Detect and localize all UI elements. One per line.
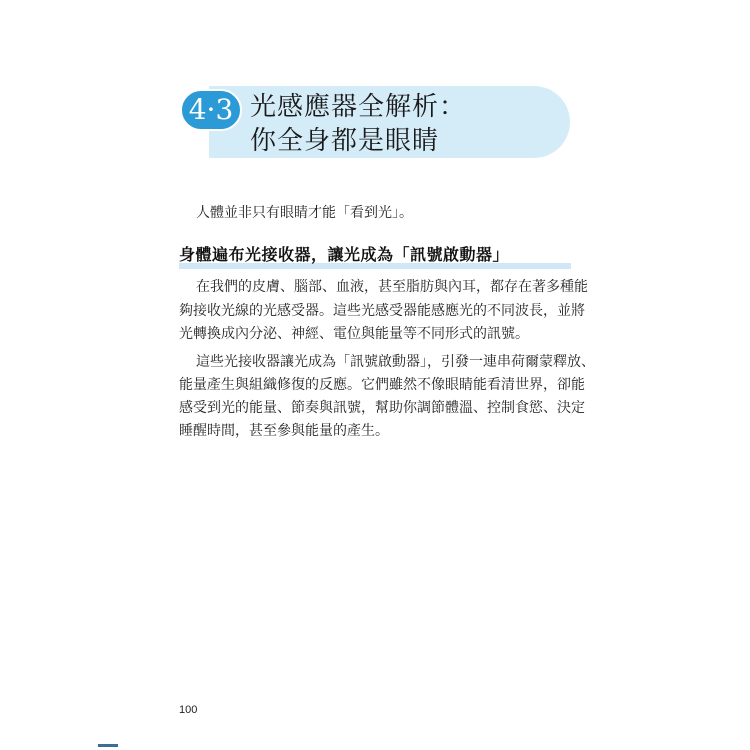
paragraph-2-line: 感受到光的能量、節奏與訊號，幫助你調節體溫、控制食慾、決定	[179, 400, 585, 416]
chapter-title-line-1: 光感應器全解析：	[250, 92, 467, 122]
intro-sentence: 人體並非只有眼睛才能「看到光」。	[196, 205, 413, 221]
paragraph-2-line: 睡醒時間，甚至參與能量的產生。	[179, 423, 389, 439]
page-edge-mark	[98, 744, 118, 747]
page-number: 100	[179, 704, 198, 716]
chapter-title-line-2: 你全身都是眼睛	[250, 126, 440, 156]
paragraph-1-line: 在我們的皮膚、腦部、血液，甚至脂肪與內耳，都存在著多種能	[196, 279, 588, 295]
paragraph-1-line: 光轉換成內分泌、神經、電位與能量等不同形式的訊號。	[179, 326, 529, 342]
paragraph-1-line: 夠接收光線的光感受器。這些光感受器能感應光的不同波長，並將	[179, 303, 585, 319]
section-subheading: 身體遍布光接收器，讓光成為「訊號啟動器」	[179, 245, 510, 264]
paragraph-2-line: 這些光接收器讓光成為「訊號啟動器」，引發一連串荷爾蒙釋放、	[196, 354, 595, 370]
section-number-badge: 4·3	[180, 89, 242, 131]
paragraph-2-line: 能量產生與組織修復的反應。它們雖然不像眼睛能看清世界，卻能	[179, 377, 585, 393]
